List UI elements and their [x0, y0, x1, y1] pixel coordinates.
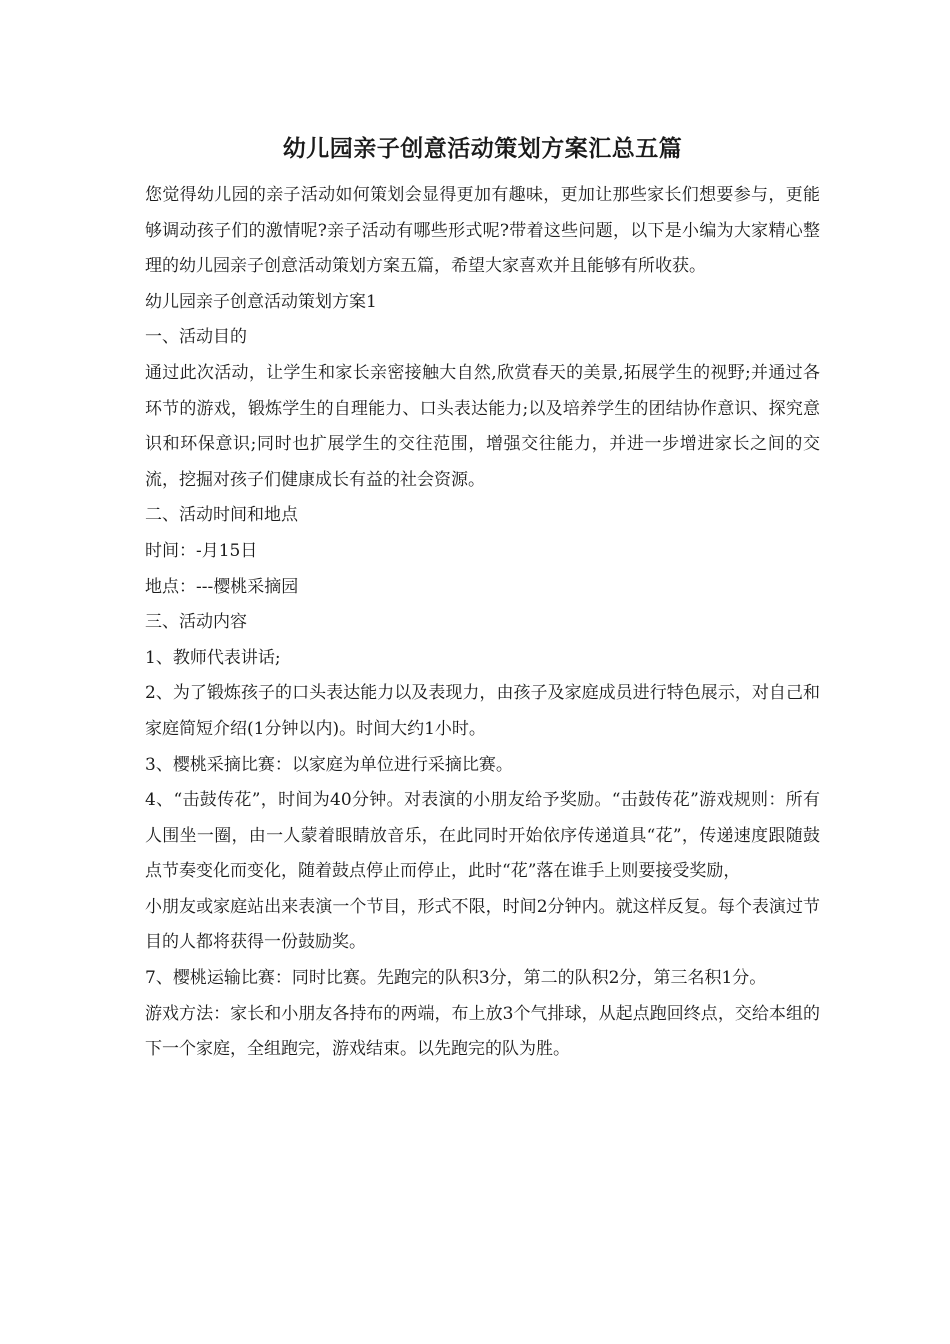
heading-activity-content: 三、活动内容 — [145, 612, 247, 633]
document-page — [145, 128, 820, 1068]
content-item-2: 2、为了锻炼孩子的口头表达能力以及表现力，由孩子及家庭成员进行特色展示，对自己和家庭简短介绍(1分钟以内)。时间大约1小时。 — [145, 683, 820, 739]
content-item-1: 1、教师代表讲话; — [145, 647, 281, 668]
heading-time-place: 二、活动时间和地点 — [145, 505, 298, 526]
content-item-3: 3、樱桃采摘比赛：以家庭为单位进行采摘比赛。 — [145, 754, 513, 775]
content-item-7: 7、樱桃运输比赛：同时比赛。先跑完的队积3分，第二的队积2分，第三名积1分。 — [145, 968, 767, 989]
time-line: 时间：-月15日 — [145, 540, 258, 561]
intro-paragraph: 您觉得幼儿园的亲子活动如何策划会显得更加有趣味，更加让那些家长们想要参与，更能够调动孩子们的激情呢?亲子活动有哪些形式呢?带着这些问题，以下是小编为大家精心整理的幼儿园亲子创意活动策划方案五篇，希望大家喜欢并且能够有所收获。 — [145, 185, 820, 277]
content-item-4: 4、“击鼓传花”，时间为40分钟。对表演的小朋友给予奖励。“击鼓传花”游戏规则：所有人围坐一圈，由一人蒙着眼睛放音乐，在此同时开始依序传递道具“花”，传递速度跟随鼓点节奏变化而变化，随着鼓点停止而停止，此时“花”落在谁手上则要接受奖励， — [145, 790, 820, 882]
heading-activity-purpose: 一、活动目的 — [145, 327, 247, 348]
game-method-paragraph: 游戏方法：家长和小朋友各持布的两端，布上放3个气排球，从起点跑回终点，交给本组的下一个家庭，全组跑完，游戏结束。以先跑完的队为胜。 — [145, 1003, 820, 1060]
content-item-4-continued: 小朋友或家庭站出来表演一个节目，形式不限，时间2分钟内。就这样反复。每个表演过节目的人都将获得一份鼓励奖。 — [145, 896, 820, 953]
place-line: 地点：---樱桃采摘园 — [145, 576, 299, 597]
section-heading-plan-1: 幼儿园亲子创意活动策划方案1 — [145, 291, 377, 312]
purpose-paragraph: 通过此次活动，让学生和家长亲密接触大自然,欣赏春天的美景,拓展学生的视野;并通过各环节的游戏，锻炼学生的自理能力、口头表达能力;以及培养学生的团结协作意识、探究意识和环保意识;同时也扩展学生的交往范围，增强交往能力，并进一步增进家长之间的交流，挖掘对孩子们健康成长有益的社会资源。 — [145, 362, 820, 490]
document-title: 幼儿园亲子创意活动策划方案汇总五篇 — [282, 135, 683, 162]
